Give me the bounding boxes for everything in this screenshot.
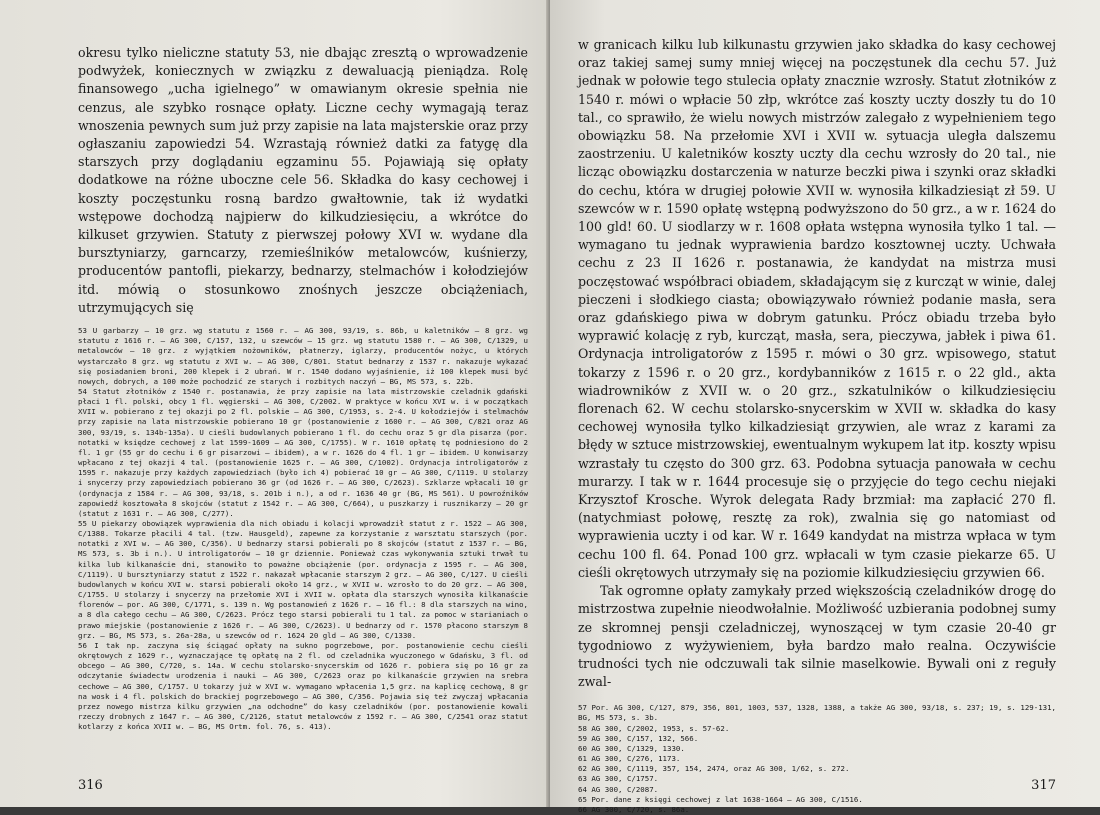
page-number-left: 316 [78, 778, 103, 793]
footnote-58: 58 AG 300, C/2002, 1953, s. 57-62. [578, 723, 730, 733]
footnote-61: 61 AG 300, C/276, 1173. [578, 754, 681, 764]
footnote-64: 64 AG 300, C/2087. [578, 784, 659, 794]
left-paragraph: okresu tylko nieliczne statuty 53, nie dbając zresztą o wprowadzenie podwyżek, koniecznych w związku z dewaluacją pieniądza. Rolę finansowego „ucha igielnego” w omawianym okresie spełnia nie cenzus, ale szybko rosnące opłaty. Liczne cechy wymagają teraz wnoszenia pewnych sum już przy zapisie na lata majsterskie oraz przy ogłaszaniu zapowiedzi 54. Wzrastają również datki za fatygę dla starszych przy doglądaniu egzaminu 55. Pojawiają się opłaty dodatkowe na różne uboczne cele 56. Składka do kasy cechowej i koszty poczęstunku rosną bardzo gwałtownie, tak iż wydatki wstępowe dochodzą najpierw do kilkudziesięciu, a wkrótce do kilkuset grzywien. Statuty z pierwszej połowy XVI w. wydane dla bursztyniarzy, garncarzy, rzemieślników metalowców, kuśnierzy, producentów pantofli, piekarzy, bednarzy, stelmachów i kołodziejów itd. mówią o stosunkowo znośnych jeszcze obciążeniach, utrzymujących się [78, 45, 528, 315]
footnote-57: 57 Por. AG 300, C/127, 879, 356, 801, 1003, 537, 1328, 1388, a także AG 300, 93/18, s. 237; 19, s. 129-131, BG, MS 573, s. 3b. [578, 703, 1056, 723]
page-number-right: 317 [1031, 778, 1056, 793]
footnote-60: 60 AG 300, C/1329, 1330. [578, 743, 685, 753]
footnote-63: 63 AG 300, C/1757. [578, 774, 659, 784]
footnote-53: 53 U garbarzy — 10 grz. wg statutu z 1560 r. — AG 300, 93/19, s. 86b, u kaletników — 8 grz. wg statutu z 1616 r. — AG 300, C/157, 132, u szewców — 15 grz. wg statutu 1580 r. — AG 300, C/1329, u metalowców — 10 grz. z wyjątkiem nożowników, płatnerzy, iglarzy, producentów nożyc, u których wystarczało 8 grz. wg statutu z XVI w. — AG 300, C/801. Statut bednarzy z 1537 r. nakazuje wykazać się posiadaniem broni, 200 klepek i 2 ubrań. W r. 1540 dodano wyjaśnienie, iż 100 klepek musi być nowych, dobrych, a 100 może pochodzić ze starych i rozbitych naczyń — BG, MS 573, s. 22b. [78, 326, 528, 386]
right-body-text [578, 36, 1056, 691]
right-footnotes [578, 703, 1056, 815]
left-footnotes [78, 326, 528, 732]
footnote-59: 59 AG 300, C/157, 132, 566. [578, 733, 699, 743]
footnote-54: 54 Statut złotników z 1540 r. postanawia, że przy zapisie na lata mistrzowskie czeladnik gdański płaci 1 fl. polski, obcy 1 fl. węgierski — AG 300, C/2002. W praktyce w końcu XVI w. i w początkach XVII w. pobierano z tej okazji po 2 fl. polskie — AG 300, C/1953, s. 2-4. U kołodziejów i stelmachów przy zapisie na lata mistrzowskie pobierano 10 gr (postanowienie z 1600 r. — AG 300, C/821 oraz AG 300, 93/19, s. 134b-135a). U cieśli budowlanych pobierano 1 fl. do cechu oraz 5 gr dla pisarza (por. notatki w księdze cechowej z lat 1599-1609 — AG 300, C/1755). W r. 1610 opłatę tę podniesiono do 2 fl. 1 gr (55 gr do cechu i 6 gr pisarzowi — ibidem), a w r. 1626 do 4 fl. 1 gr — ibidem. U konwisarzy wpłacano z tej okazji 4 tal. (postanowienie 1625 r. — AG 300, C/1002). Ordynacja introligatorów z 1595 r. nakazuje przy każdych zapowiedziach (było ich 4) pobierać 10 gr — AG 300, C/1119. U stolarzy i snycerzy przy zapowiedziach pobierano 36 gr (od 1626 r. — AG 300, C/2623). Szklarze wpłacali 10 gr (ordynacja z 1584 r. — AG 300, 93/18, s. 201b i n.), a od r. 1636 40 gr (BG, MS 561). U powroźników zapowiedź kosztowała 8 skojców (statut z 1542 r. — AG 300, C/664), u puszkarzy i rusznikarzy — 20 gr (statut z 1631 r. — AG 300, C/277). [78, 386, 528, 518]
footnote-56: 56 I tak np. zaczyna się ściągać opłaty na sukno pogrzebowe, por. postanowienie cechu cieśli okrętowych z 1629 r., wyznaczające tę opłatę na 2 fl. od czeladnika wyuczonego w Gdańsku, 3 fl. od obcego — AG 300, C/720, s. 14a. W cechu stolarsko-snycerskim od 1626 r. pobiera się po 16 gr za odczytanie świadectw urodzenia i nauki — AG 300, C/2623 oraz po kilkanaście grzywien na srebra cechowe — AG 300, C/1757. U tokarzy już w XVI w. wymagano wpłacenia 1,5 grz. na kaplicę cechową, 8 gr na wosk i 4 fl. polskich do brackiej pogrzebowego — AG 300, C/356. Pojawia się też zwyczaj wpłacania przez nowego mistrza kilku grzywien „na odchodne” do kasy czeladników (por. postanowienie kowali rzeczy drobnych z 1647 r. — AG 300, C/2126, statut metalowców z 1592 r. — AG 300, C/2541 oraz statut kotlarzy z końca XVII w. — BG, MS Ortm. fol. 76, s. 413). [78, 640, 528, 732]
footnote-66: 66 AG 300, C/720, s. 86a. [578, 804, 690, 814]
right-page [550, 0, 1100, 814]
footnote-62: 62 AG 300, C/1119, 357, 154, 2474, oraz AG 300, 1/62, s. 272. [578, 764, 850, 774]
right-paragraph-1: w granicach kilku lub kilkunastu grzywien jako składka do kasy cechowej oraz takiej samej sumy mniej więcej na poczęstunek dla cechu 57. Już jednak w połowie tego stulecia opłaty znacznie wzrosły. Statut złotników z 1540 r. mówi o wpłacie 50 złp, wkrótce zaś koszty uczty doszły tu do 10 tal., co sprawiło, że wielu nowych mistrzów zalegało z wypełnieniem tego obowiązku 58. Na przełomie XVI i XVII w. sytuacja uległa dalszemu zaostrzeniu. U kaletników koszty uczty dla cechu wzrosły do 20 tal., nie licząc obowiązku dostarczenia w naturze beczki piwa i szynki oraz składki do cechu, która w drugiej połowie XVII w. wynosiła kilkadziesiąt zł 59. U szewców w r. 1590 opłatę wstępną podwyższono do 50 grz., a w r. 1624 do 100 gld! 60. U siodlarzy w r. 1608 opłata wstępna wynosiła tylko 1 tal. — wymagano tu jednak wyprawienia bardzo kosztownej uczty. Uchwała cechu z 23 II 1626 r. postanawia, że kandydat na mistrza musi poczęstować współbraci obiadem, składającym się z kurcząt w winie, dalej pieczeni i słodkiego ciasta; obowiązywało również podanie masła, sera oraz gdańskiego piwa w dobrym gatunku. Prócz obiadu trzeba było wyprawić kolację z ryb, kurcząt, masła, sera, pieczywa, jabłek i piwa 61. Ordynacja introligatorów z 1595 r. mówi o 30 grz. wpisowego, statut tokarzy z 1596 r. o 20 grz., kordybanników z 1615 r. o 22 gld., akta wiadrowników z XVII w. o 20 grz., szkatulników o kilkudziesięciu florenach 62. W cechu stolarsko-snycerskim w XVII w. składka do kasy cechowej wynosiła tylko kilkadziesiąt grzywien, ale wraz z karami za błędy w sztuce mistrzowskiej, ewentualnym wykupem lat itp. koszty wpisu wzrastały tu często do 300 grz. 63. Podobna sytuacja panowała w cechu murarzy. I tak w r. 1644 procesuje się o przyjęcie do tego cechu niejaki Krzysztof Krosche. Wyrok delegata Rady brzmiał: ma zapłacić 270 fl. (natychmiast połowę, resztę za rok), zwalnia się go natomiast od wyprawienia uczty i od kar. W r. 1649 kandydat na mistrza wpłaca w tym cechu 100 fl. 64. Ponad 100 grz. wpłacali w tym czasie piekarze 65. U cieśli okrętowych utrzymały się na poziomie kilkudziesięciu grzywien 66. [578, 37, 1056, 580]
footnote-65: 65 Por. dane z księgi cechowej z lat 1638-1664 — AG 300, C/1516. [578, 794, 863, 804]
left-page [0, 0, 550, 807]
footnote-55: 55 U piekarzy obowiązek wyprawienia dla nich obiadu i kolacji wprowadził statut z r. 1522 — AG 300, C/1388. Tokarze płacili 4 tal. (tzw. Hausgeld), zapewne za korzystanie z warsztatu starszych (por. notatki z XVI w. — AG 300, C/356). U bednarzy starsi pobierali po 8 skojców (statut z 1537 r. — BG, MS 573, s. 3b i n.). U introligatorów — 10 gr dziennie. Ponieważ czas wykonywania sztuki trwał tu kilka lub kilkanaście dni, stanowiło to poważne obciążenie (por. ordynacja z 1595 r. — AG 300, C/1119). U bursztyniarzy statut z 1522 r. nakazał wpłacanie starszym 2 grz. — AG 300, C/127. U cieśli budowlanych w końcu XVI w. starsi pobierali około 14 grz., w XVII w. wzrosło to do 20 grz. — AG 300, C/1755. U stolarzy i snycerzy na przełomie XVI i XVII w. opłata dla starszych wynosiła kilkanaście florenów — por. AG 300, C/1771, s. 139 n. Wg postanowień z 1626 r. — 16 fl.: 8 dla starszych na wino, a 8 dla całego cechu — AG 300, C/2623. Prócz tego starsi pobierali tu 1 tal. za pomoc w starianiach o prawo miejskie (postanowienie z 1626 r. — AG 300, C/2623). U bednarzy od r. 1570 płacono starszym 8 grz. — BG, MS 573, s. 26a-28a, u szewców od r. 1624 20 gld — AG 300, C/1330. [78, 519, 528, 640]
right-paragraph-2: Tak ogromne opłaty zamykały przed większością czeladników drogę do mistrzostwa zupełnie nieodwołalnie. Możliwość uzbierania podobnej sumy ze skromnej pensji czeladniczej, wynoszącej w tym czasie 20-40 gr tygodniowo z wyżywieniem, była bardzo mało realna. Oczywiście trudności tych nie odczuwali tak silnie maselkowie. Bywali oni z reguły zwal- [578, 583, 1056, 690]
left-body-text [78, 44, 528, 317]
